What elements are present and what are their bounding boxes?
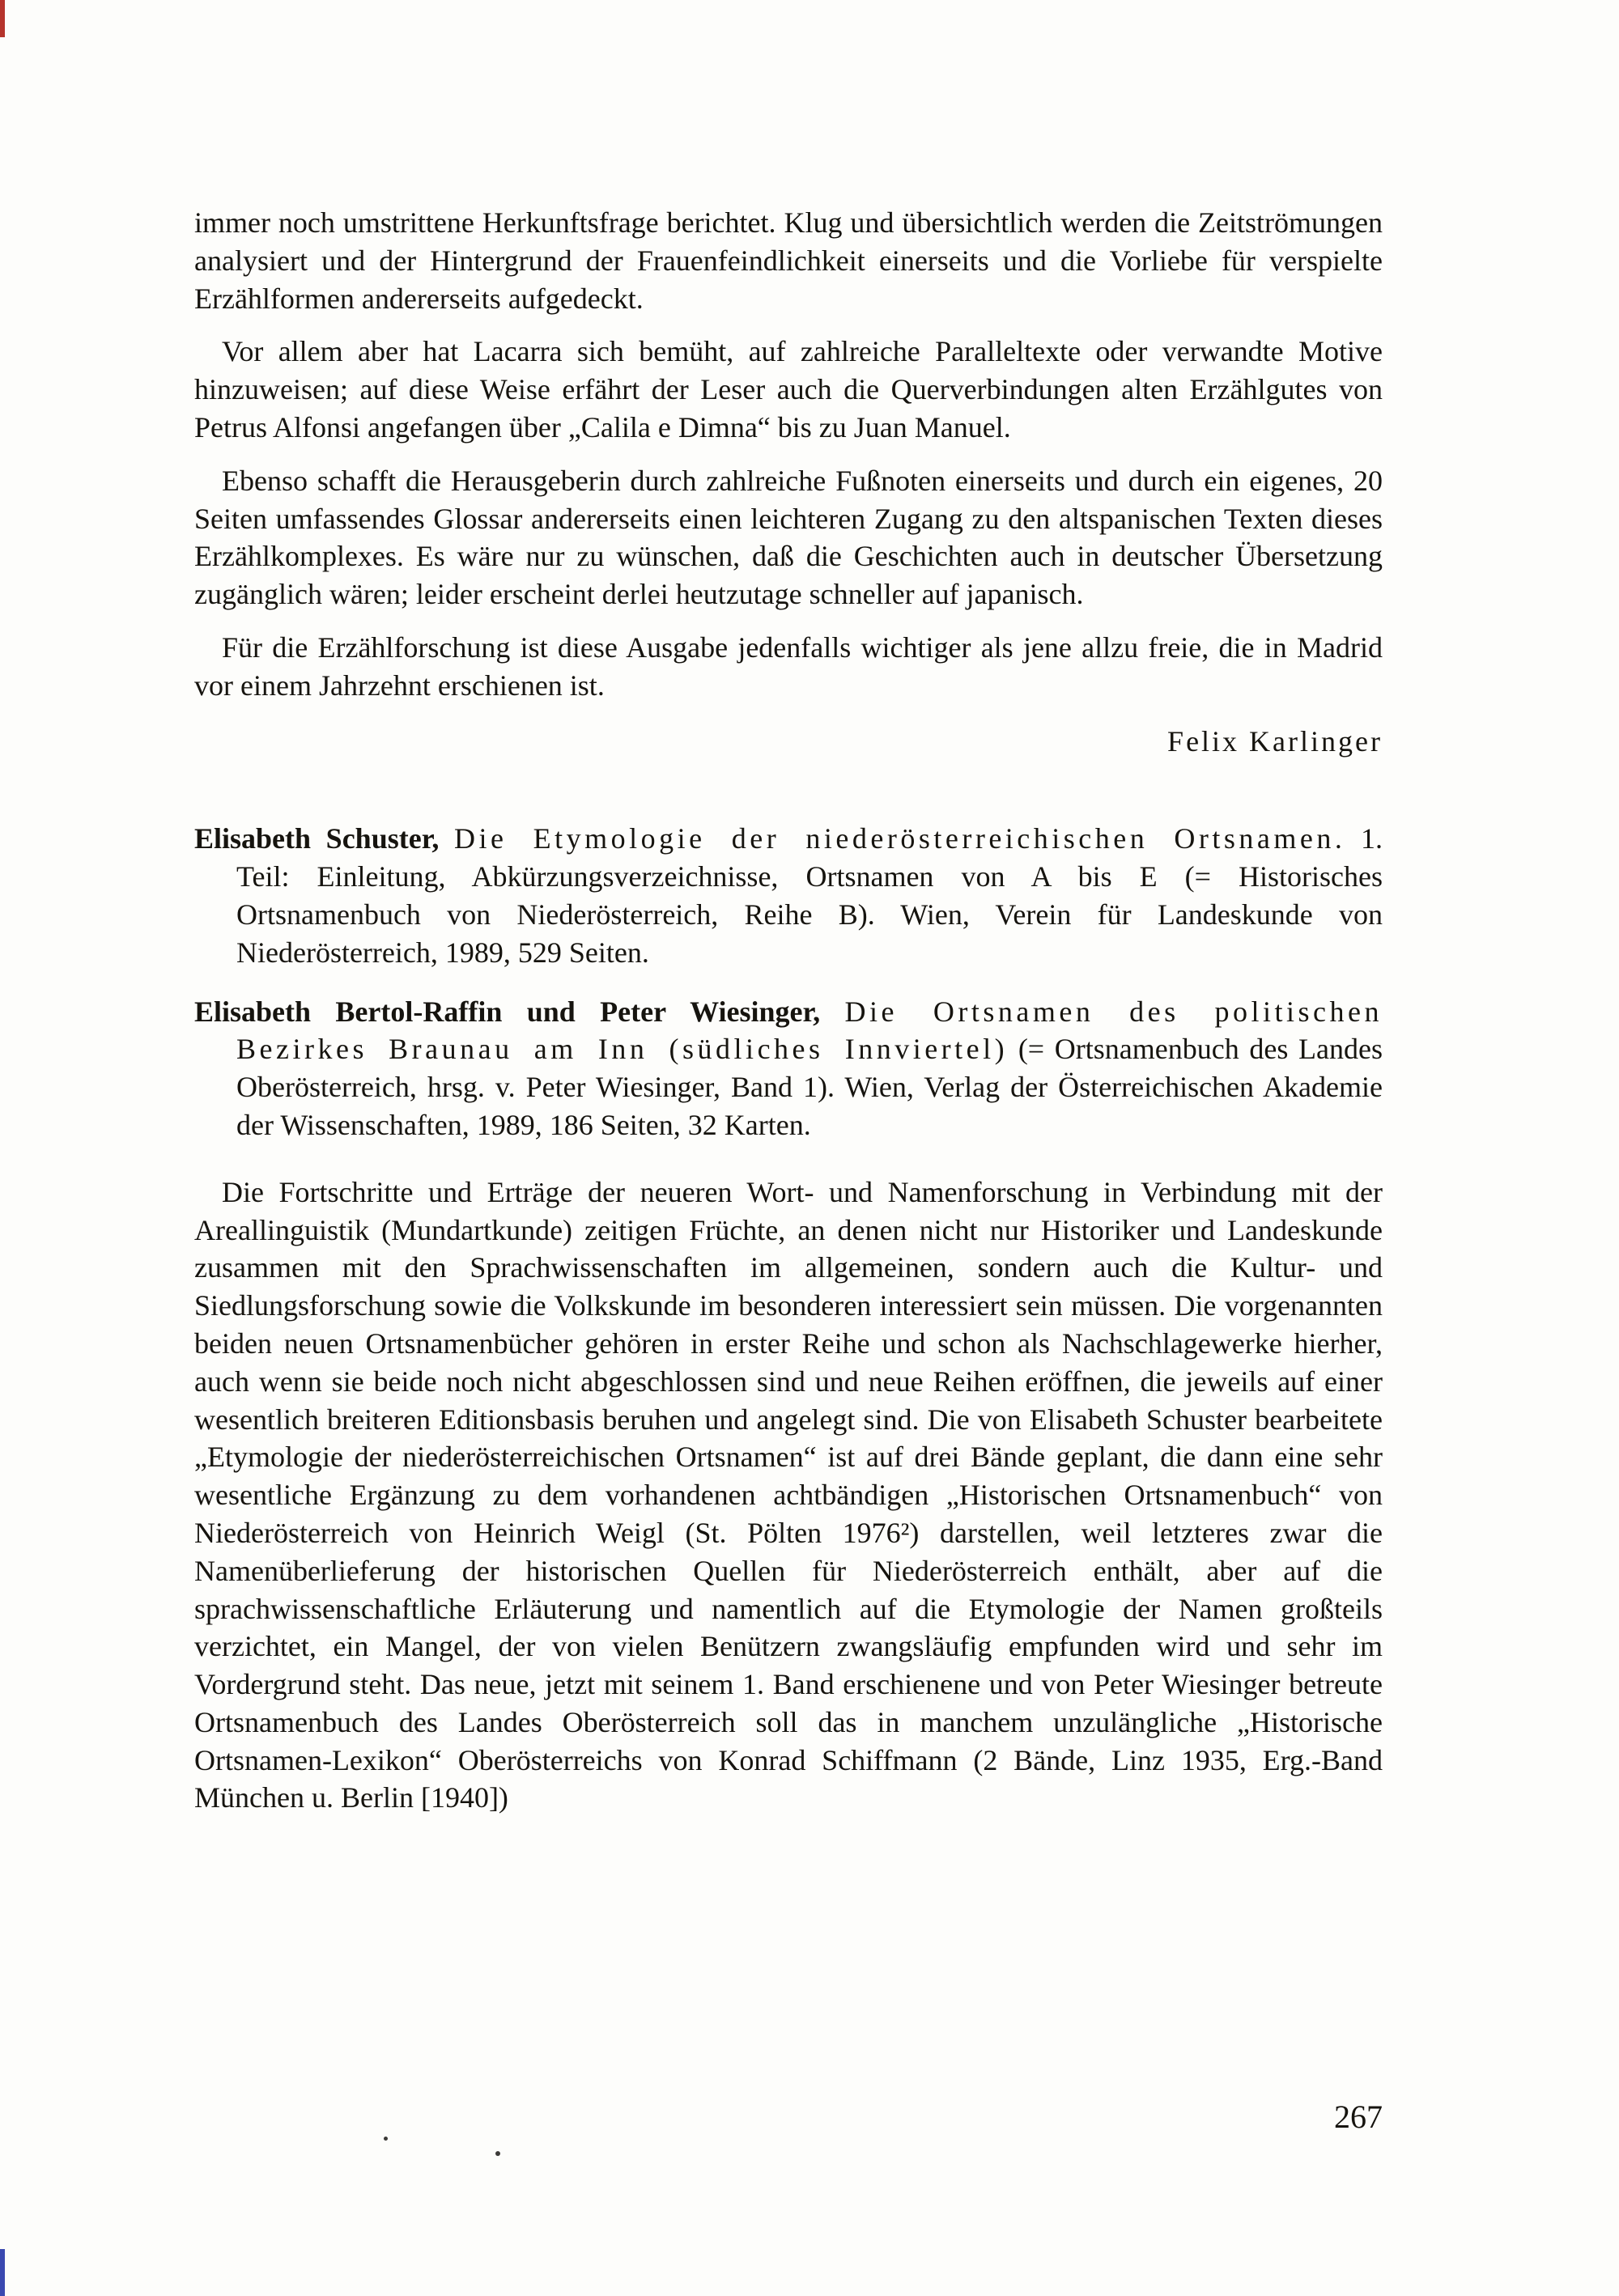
- body-paragraph: Die Fortschritte und Erträge der neueren Wort- und Namenforschung in Verbindung mit der Areallinguistik (Mundartkunde) zeitigen Früchte, an denen nicht nur Historiker und Landeskunde zusammen mit den Sprachwissenschaften im allgemeinen, sondern auch die Kultur- und Siedlungsforschung sowie die Volkskunde im besonderen interessiert sein müssen. Die vorgenannten beiden neuen Ortsnamenbücher gehören in erster Reihe und schon als Nachschlagewerke hierher, auch wenn sie beide noch nicht abgeschlossen sind und neue Reihen eröffnen, die jeweils auf einer wesentlich breiteren Editionsbasis beruhen und angelegt sind. Die von Elisabeth Schuster bearbeitete „Etymologie der niederösterreichischen Ortsnamen“ ist auf drei Bände geplant, die dann eine sehr wesentliche Ergänzung zu dem vorhandenen achtbändigen „Historischen Ortsnamenbuch“ von Niederösterreich von Heinrich Weigl (St. Pölten 1976²) darstellen, weil letzteres zwar die Namenüberlieferung der historischen Quellen für Niederösterreich enthält, aber auf die sprachwissenschaftliche Erläuterung und namentlich auf die Etymologie der Namen großteils verzichtet, ein Mangel, der von vielen Benützern zwangsläufig empfunden wird und sehr im Vordergrund steht. Das neue, jetzt mit seinem 1. Band erschienene und von Peter Wiesinger betreute Ortsnamenbuch des Landes Oberösterreich soll das in manchem unzulängliche „Historische Ortsnamen-Lexikon“ Oberösterreichs von Konrad Schiffmann (2 Bände, Linz 1935, Erg.-Band München u. Berlin [1940]): [194, 1175, 1383, 1814]
- text-block: [194, 204, 1383, 1817]
- entry-title: Die Ortsnamen des politischen Bezirkes Braunau am Inn (südliches Innviertel): [236, 995, 1383, 1066]
- entry-title: Die Etymologie der niederösterreichischen Ortsnamen.: [454, 822, 1346, 855]
- scan-edge-artifact-top: [0, 0, 5, 37]
- review-paragraph: Vor allem aber hat Lacarra sich bemüht, auf zahlreiche Paralleltexte oder verwandte Motive hinzuweisen; auf diese Weise erfährt der Leser auch die Querverbindungen alten Erzählgutes von Petrus Alfonsi angefangen über „Calila e Dimna“ bis zu Juan Manuel.: [194, 335, 1383, 443]
- bibliography-entry: [194, 820, 1383, 971]
- entry-author: Elisabeth Schuster,: [194, 822, 440, 855]
- page-number: 267: [1334, 2099, 1383, 2135]
- scan-edge-artifact-bottom: [0, 2249, 5, 2296]
- bibliography-entry: [194, 993, 1383, 1144]
- bibliography-entries: [194, 820, 1383, 1144]
- review-paragraph: Für die Erzählforschung ist diese Ausgabe jedenfalls wichtiger als jene allzu freie, die in Madrid vor einem Jahrzehnt erschienen ist.: [194, 630, 1383, 702]
- entry-details: (= Ortsnamenbuch des Landes Oberösterreich, hrsg. v. Peter Wiesinger, Band 1). Wien, Verlag der Österreichischen Akademie der Wissenschaften, 1989, 186 Seiten, 32 Karten.: [236, 1033, 1383, 1141]
- review-paragraph: immer noch umstrittene Herkunftsfrage berichtet. Klug und übersichtlich werden die Zeitströmungen analysiert und der Hintergrund der Frauenfeindlichkeit einerseits und die Vorliebe für verspielte Erzählformen andererseits aufgedeckt.: [194, 206, 1383, 315]
- scan-artifact-dot: [495, 2151, 500, 2156]
- reviewer-signature: Felix Karlinger: [1167, 724, 1383, 758]
- entry-details: 1. Teil: Einleitung, Abkürzungsverzeichnisse, Ortsnamen von A bis E (= Historisches Ortsnamenbuch von Niederösterreich, Reihe B). Wien, Verein für Landeskunde von Niederösterreich, 1989, 529 Seiten.: [236, 822, 1383, 969]
- scan-artifact-dot: [384, 2137, 388, 2141]
- review-paragraph: Ebenso schafft die Herausgeberin durch zahlreiche Fußnoten einerseits und durch ein eigenes, 20 Seiten umfassendes Glossar andererseits einen leichteren Zugang zu den altspanischen Texten dieses Erzählkomplexes. Es wäre nur zu wünschen, daß die Geschichten auch in deutscher Übersetzung zugänglich wären; leider erscheint derlei heutzutage schneller auf japanisch.: [194, 464, 1383, 611]
- entry-author: Elisabeth Bertol-Raffin und Peter Wiesinger,: [194, 995, 821, 1028]
